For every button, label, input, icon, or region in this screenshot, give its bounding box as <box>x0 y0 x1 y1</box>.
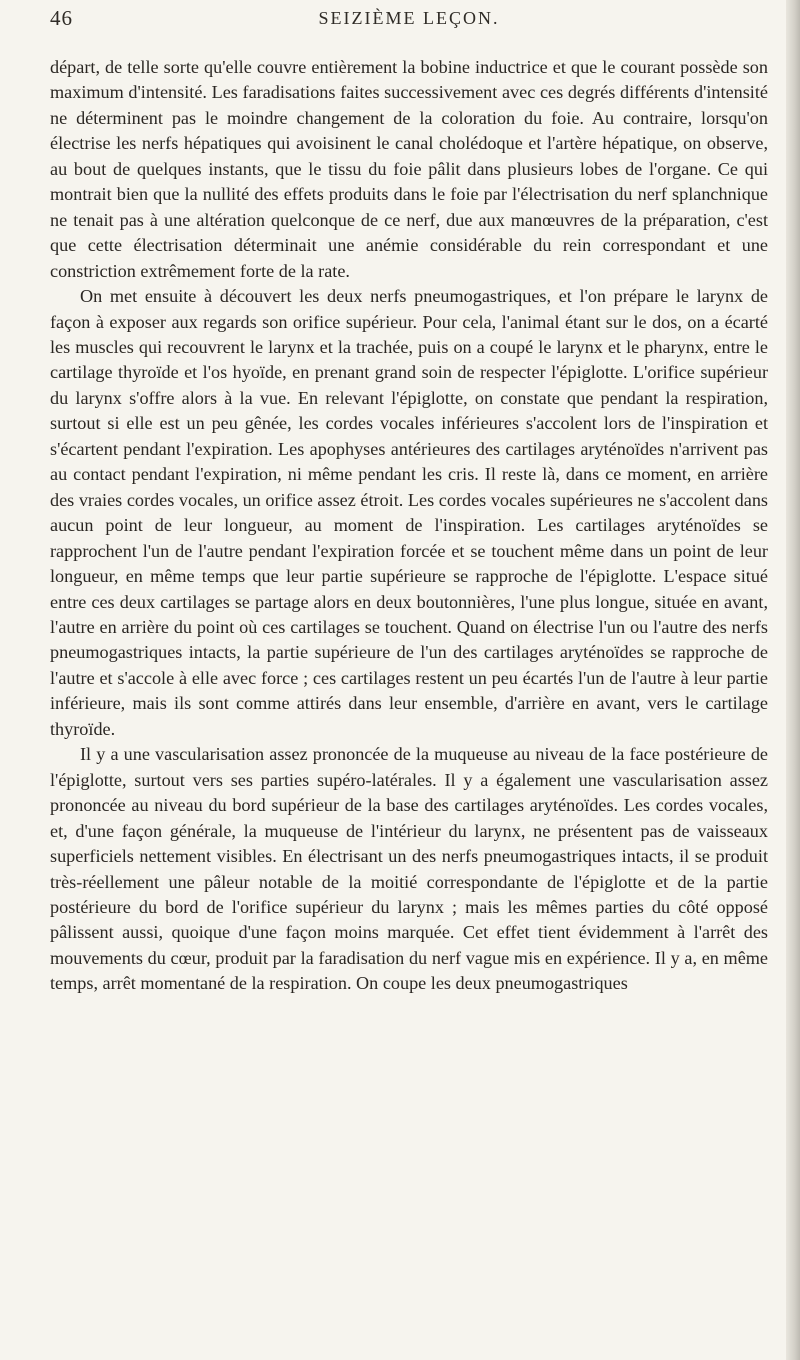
paragraph-vascularisation: Il y a une vascularisation assez prononcée de la muqueuse au niveau de la face postérieure de l'épiglotte, surtout vers ses parties supéro-latérales. Il y a également une vascularisation assez prononcée au niveau du bord supérieur de la base des cartilages aryténoïdes. Les cordes vocales, et, d'une façon générale, la muqueuse de l'intérieur du larynx, ne présentent pas de vaisseaux superficiels nettement visibles. En électrisant un des nerfs pneumogastriques intacts, il se produit très-réellement une pâleur notable de la moitié correspondante de l'épiglotte et de la partie postérieure du bord de l'orifice supérieur du larynx ; mais les mêmes parties du côté opposé pâlissent aussi, quoique d'une façon moins marquée. Cet effet tient évidemment à l'arrêt des mouvements du cœur, produit par la faradisation du nerf vague mis en expérience. Il y a, en même temps, arrêt momentané de la respiration. On coupe les deux pneumogastriques <box>50 744 768 994</box>
page-edge-shadow <box>786 0 800 1360</box>
body-text <box>50 55 768 997</box>
page-number: 46 <box>50 6 73 30</box>
paragraph-larynx-preparation: On met ensuite à découvert les deux nerfs pneumogastriques, et l'on prépare le larynx de façon à exposer aux regards son orifice supérieur. Pour cela, l'animal étant sur le dos, on a écarté les muscles qui recouvrent le larynx et la trachée, puis on a coupé le larynx et le pharynx, entre le cartilage thyroïde et l'os hyoïde, en prenant grand soin de respecter l'épiglotte. L'orifice supérieur du larynx s'offre alors à la vue. En relevant l'épiglotte, on constate que pendant la respiration, surtout si elle est un peu gênée, les cordes vocales inférieures s'accolent lors de l'inspiration et s'écartent pendant l'expiration. Les apophyses antérieures des cartilages aryténoïdes n'arrivent pas au contact pendant l'expiration, ni même pendant les cris. Il reste là, dans ce moment, en arrière des vraies cordes vocales, un orifice assez étroit. Les cordes vocales supérieures ne s'accolent dans aucun point de leur longueur, au moment de l'inspiration. Les cartilages aryténoïdes se rapprochent l'un de l'autre pendant l'expiration forcée et se touchent même dans un point de leur longueur, en même temps que leur partie supérieure se rapproche de l'épiglotte. L'espace situé entre ces deux cartilages se partage alors en deux boutonnières, l'une plus longue, située en avant, l'autre en arrière du point où ces cartilages se touchent. Quand on électrise l'un ou l'autre des nerfs pneumogastriques intacts, la partie supérieure de l'un des cartilages aryténoïdes se rapproche de l'autre et s'accole à elle avec force ; ces cartilages restent un peu écartés l'un de l'autre à leur partie inférieure, mais ils sont comme attirés dans leur ensemble, d'arrière en avant, vers le cartilage thyroïde. <box>50 286 768 739</box>
page-header <box>50 6 768 34</box>
running-title: SEIZIÈME LEÇON. <box>318 8 500 28</box>
paragraph-continuation: départ, de telle sorte qu'elle couvre entièrement la bobine inductrice et que le courant possède son maximum d'intensité. Les faradisations faites successivement avec ces degrés différents d'intensité ne déterminent pas le moindre changement de la coloration du foie. Au contraire, lorsqu'on électrise les nerfs hépatiques qui avoisinent le canal cholédoque et l'artère hépatique, on observe, au bout de quelques instants, que le tissu du foie pâlit dans plusieurs lobes de l'organe. Ce qui montrait bien que la nullité des effets produits dans le foie par l'électrisation du nerf splanchnique ne tenait pas à une altération quelconque de ce nerf, due aux manœuvres de la préparation, c'est que cette électrisation déterminait une anémie considérable du rein correspondant et une constriction extrêmement forte de la rate. <box>50 57 768 281</box>
